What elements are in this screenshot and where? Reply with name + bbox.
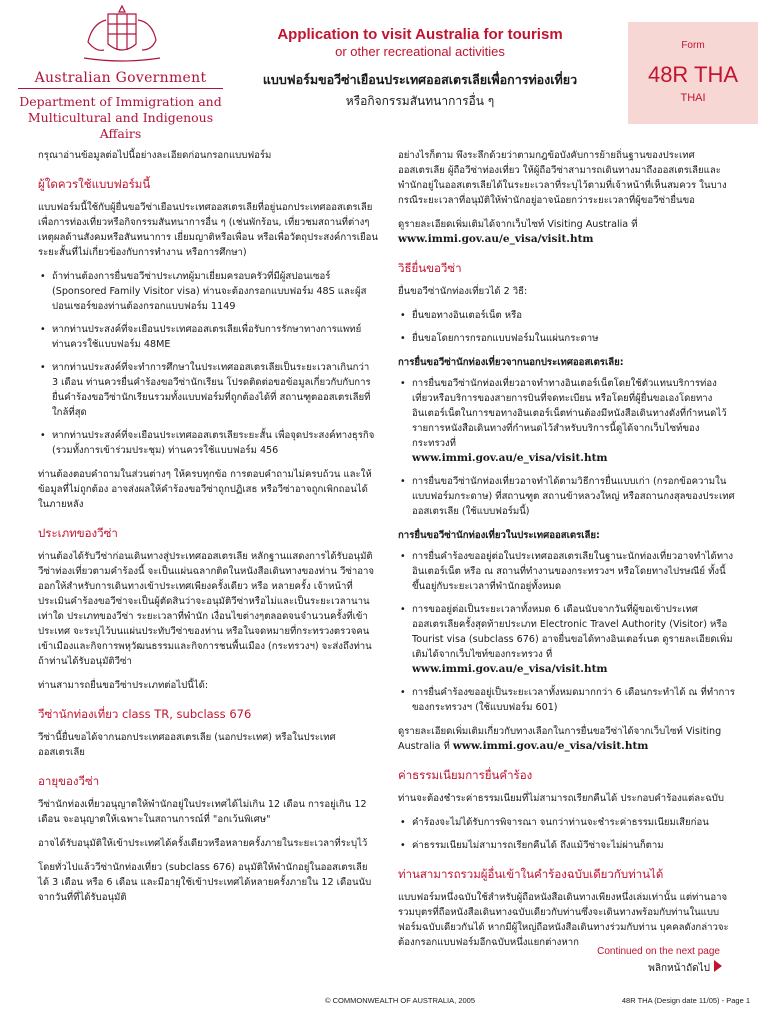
right-column <box>398 148 736 959</box>
website-link[interactable]: www.immi.gov.au/e_visa/visit.htm <box>452 740 649 752</box>
form-language: THAI <box>680 92 706 104</box>
arrow-right-icon <box>714 960 722 972</box>
visa-age-text-2: อาจได้รับอนุมัติให้เข้าประเทศได้ครั้งเดียวหรือหลายครั้งภายในระยะเวลาที่ระบุไว้ <box>38 838 368 849</box>
options-label: ดูรายละเอียดเพิ่มเติมเกี่ยวกับทางเลือกในการยื่นขอวีซ่าได้จากเว็บไซท์ Visiting Australia ที่ <box>398 726 722 752</box>
visa-age-text-3: โดยทั่วไปแล้ววีซ่านักท่องเที่ยว (subclass 676) อนุมัติให้พำนักอยู่ในออสเตรเลียได้ 3 เดือน หรือ 6 เดือน และมีอายุใช้เข้าประเทศได้หลายครั้งภายใน 12 เดือนนับจากวันที่ที่ได้รับอนุมัติ <box>38 862 372 903</box>
inside-bullets <box>398 549 736 715</box>
list-item: • หากท่านประสงค์ที่จะเยือนประเทศออสเตรเลียระยะสั้น เพื่อจุดประสงค์ทางธุรกิจ (รวมทั้งการเข้าร่วมประชุม) ท่านควรใช้แบบฟอร์ม 456 <box>38 428 378 458</box>
department-line-2: Multicultural and Indigenous Affairs <box>27 110 214 141</box>
list-item: • ยื่นขอทางอินเตอร์เน็ต หรือ <box>398 308 736 323</box>
types-text: ท่านต้องได้รับวีซ่าก่อนเดินทางสู่ประเทศออสเตรเลีย หลักฐานแสดงการได้รับอนุมัติวีซ่าท่องเที่ยวตามคำร้องนี้ จะเป็นแผ่นฉลากติดในหนังสือเดินทางของท่าน วีซ่าอาจออกให้สำหรับการเดินทางเข้าประเทศเพียงครั้งเดียว หรือ หลายครั้ง เจ้าหน้าที่ประเมินคำร้องขอวีซ่าจะเป็นผู้ตัดสินว่าจะอนุมัติวีซ่าหรือไม่และเป็นระยะเวลานานเท่าใด ประเภทของวีซ่า ระยะเวลาที่พำนัก เงื่อนไขต่างๆตลอดจนจำนวนครั้งที่เข้าประเทศ จะระบุไว้บนแผ่นประทับวีซ่าของท่าน หรือในจดหมายที่กระทรวงตรวจคนเข้าเมืองและกิจการพหุวัฒนธรรมและกิจการชนพื้นเมือง (กระทรวงฯ) จะส่งถึงท่าน ถ้าท่านได้รับอนุมัติวีซ่า <box>38 551 375 667</box>
family-text: แบบฟอร์มหนึ่งฉบับใช้สำหรับผู้ถือหนังสือเดินทางเพียงหนึ่งเล่มเท่านั้น แต่ท่านอาจรวมบุตรที่ถือหนังสือเดินทางฉบับเดียวกับท่านซึ่งจะเดินทางพร้อมกับท่านในแบบฟอร์มฉบับเดียวกันได้ หากมีผู้ใหญ่ถือหนังสือเดินทางร่วมกับท่าน บุคคลดังกล่าวจะต้องกรอกแบบฟอร์มอีกฉบับหนึ่งแยกต่างหาก <box>398 892 729 948</box>
tourist-visa-text: วีซ่านี้ยื่นขอได้จากนอกประเทศออสเตรเลีย (นอกประเทศ) หรือในประเทศออสเตรเลีย <box>38 732 336 758</box>
list-item-text: การยื่นขอวีซ่านักท่องเที่ยวอาจทำทางอินเตอร์เน็ตโดยใช้ตัวแทนบริการท่องเที่ยวหรือบริการของสายการบินที่จดทะเบียน หรือโดยที่ผู้ยื่นขอเองโดยทางอินเตอร์เน็ตในการขอทางอินเตอร์เน็ตท่านต้องมีหนังสือเดินทางดังที่กำหนดไว้ รายการหนังสือเดินทางที่กำหนดไว้สำหรับบริการนี้ดูได้จากเว็บไซท์ของกระทรวงที่ <box>412 378 727 449</box>
list-item: • ยื่นขอโดยการกรอกแบบฟอร์มในแผ่นกระดาษ <box>398 331 736 346</box>
government-name: Australian Government <box>34 70 207 86</box>
list-item-text: การขออยู่ต่อเป็นระยะเวลาทั้งหมด 6 เดือนนับจากวันที่ผู้ขอเข้าประเทศออสเตรเลียครั้งสุดท้ายประเภท Electronic Travel Authority (Visitor) หรือ Tourist visa (subclass 676) อาจยื่นขอได้ทางอินเตอร์เนต ดูรายละเอียดเพิ่มเติมได้จากเว็บไซท์ของกระทรวง ที่ <box>412 604 733 660</box>
inside-heading: การยื่นขอวีซ่านักท่องเที่ยวในประเทศออสเตรเลีย: <box>398 530 600 541</box>
who-bullets <box>38 269 378 458</box>
list-item: • การยื่นคำร้องขออยู่เป็นระยะเวลาทั้งหมดมากกว่า 6 เดือนกระทำได้ ณ ที่ทำการของกระทรวงฯ (ใช้แบบฟอร์ม 601) <box>398 685 736 715</box>
title-english: Application to visit Australia for tourism <box>277 26 563 43</box>
options-text <box>398 724 736 754</box>
left-column <box>38 148 378 914</box>
how-heading: วิธียื่นขอวีซ่า <box>398 261 462 275</box>
list-item: • หากท่านประสงค์ที่จะทำการศึกษาในประเทศออสเตรเลียเป็นระยะเวลาเกินกว่า 3 เดือน ท่านควรยื่นคำร้องขอวีซ่านักเรียน โปรดติดต่อขอข้อมูลเกี่ยวกับกับการยื่นคำร้องขอวีซ่านักเรียนรวมทั้งแบบฟอร์มที่ถูกต้องได้ที่ สถานฑูตออสเตรเลียที่ใกล้ที่สุด <box>38 360 378 420</box>
form-id-box <box>628 22 758 124</box>
list-item: • การยื่นคำร้องขออยู่ต่อในประเทศออสเตรเลียในฐานะนักท่องเที่ยวอาจทำได้ทางอินเตอร์เน็ต หรือ ณ สถานที่ทำงานของกระทรวงฯ หรือโดยทางไปรษณีย์ ทั้งนี้ขึ้นอยู่กับระยะเวลาที่พำนักอยู่ทั้งหมด <box>398 549 736 594</box>
intro-text: กรุณาอ่านข้อมูลต่อไปนี้อย่างละเอียดก่อนกรอกแบบฟอร์ม <box>38 150 272 161</box>
fee-heading: ค่าธรรมเนียมการยื่นคำร้อง <box>398 768 533 782</box>
types-heading: ประเภทของวีซ่า <box>38 526 118 540</box>
title-thai: แบบฟอร์มขอวีซ่าเยือนประเทศออสเตรเลียเพื่อการท่องเที่ยว <box>262 72 578 87</box>
continued-note-thai: พลิกหน้าถัดไป <box>648 963 710 974</box>
tourist-visa-heading: วีซ่านักท่องเที่ยว class TR, subclass 676 <box>38 707 252 721</box>
website-link[interactable]: www.immi.gov.au/e_visa/visit.htm <box>412 663 608 675</box>
can-apply-text: ท่านสามารถยื่นขอวีซ่าประเภทต่อไปนี้ได้: <box>38 680 209 691</box>
header-divider <box>18 88 223 89</box>
visa-age-text: วีซ่านักท่องเที่ยวอนุญาตให้พำนักอยู่ในประเทศได้ไม่เกิน 12 เดือน การอยู่เกิน 12 เดือน จะอนุญาตให้เฉพาะในสถานการณ์ที่ "อกเว้นพิเศษ" <box>38 799 367 825</box>
subtitle-thai: หรือกิจกรรมสันทนาการอื่น ๆ <box>345 94 495 108</box>
continued-note: Continued on the next page <box>597 946 720 957</box>
list-item: • หากท่านประสงค์ที่จะเยือนประเทศออสเตรเลียเพื่อรับการรักษาทางการแพทย์ ท่านควรใช้แบบฟอร์ม 48ME <box>38 322 378 352</box>
copyright: © COMMONWEALTH OF AUSTRALIA, 2005 <box>325 996 475 1005</box>
more-info-label: ดูรายละเอียดเพิ่มเติมได้จากเว็บไซท์ Visiting Australia ที่ <box>398 219 638 230</box>
header <box>0 0 770 140</box>
list-item: • ถ้าท่านต้องการยื่นขอวีซ่าประเภทผู้มาเยี่ยมครอบครัวที่มีผู้สปอนเซอร์ (Sponsored Family Visitor visa) ท่านจะต้องกรอกแบบฟอร์ม 48S และผู้สปอนเซอร์ของท่านต้องกรอกแบบฟอร์ม 1149 <box>38 269 378 314</box>
warning-text: ท่านต้องตอบคำถามในส่วนต่างๆ ให้ครบทุกข้อ การตอบคำถามไม่ครบถ้วน และให้ข้อมูลที่ไม่ถูกต้อง อาจส่งผลให้คำร้องขอวีซ่าถูกปฏิเสธ หรือวีซ่าอาจถูกเพิกถอนได้ในภายหลัง <box>38 469 372 510</box>
list-item <box>398 602 736 677</box>
department-line-1: Department of Immigration and <box>19 94 222 109</box>
how-text: ยื่นขอวีซ่านักท่องเที่ยวได้ 2 วิธี: <box>398 286 528 297</box>
website-link[interactable]: www.immi.gov.au/e_visa/visit.htm <box>398 233 594 245</box>
list-item: • การยื่นขอวีซ่านักท่องเที่ยวอาจทำได้ตามวิธีการยื่นแบบเก่า (กรอกข้อความในแบบฟอร์มกระดาษ) ที่สถานฑูต สถานข้าหลวงใหญ่ หรือสถานกงสุลของประเทศออสเตรเลีย (ใช้แบบฟอร์มนี้) <box>398 474 736 519</box>
form-label: Form <box>681 40 705 51</box>
how-bullets <box>398 308 736 346</box>
form-number: 48R THA <box>647 62 739 87</box>
list-item: • คำร้องจะไม่ได้รับการพิจารณา จนกว่าท่านจะชำระค่าธรรมเนียมเสียก่อน <box>398 815 736 830</box>
family-heading: ท่านสามารถรวมผู้อื่นเข้าในคำร้องฉบับเดียวกับท่านได้ <box>398 867 664 881</box>
outside-bullets <box>398 376 736 519</box>
note-text: อย่างไรก็ตาม พึงระลึกด้วยว่าตามกฎข้อบังคับการย้ายถิ่นฐานของประเทศออสเตรเลีย ผู้ถือวีซ่าท่องเที่ยว ให้ผู้ถือวีซ่าสามารถเดินทางมาถึงออสเตรเลียและพำนักอยู่ในออสเตรเลียได้ในระยะเวลาที่ระบุไว้ตามที่เจ้าหน้าที่เห็นสมควร ในบางกรณีระยะเวลาที่อนุมัติให้พำนักอยู่อาจน้อยกว่าระยะเวลาที่ผู้ขอวีซ่ายื่นขอ <box>398 150 727 206</box>
coat-of-arms-icon <box>78 4 166 66</box>
fee-bullets <box>398 815 736 853</box>
page-number: 48R THA (Design date 11/05) - Page 1 <box>621 996 750 1005</box>
subtitle-english: or other recreational activities <box>335 44 505 59</box>
list-item <box>398 376 736 466</box>
list-item: • ค่าธรรมเนียมไม่สามารถเรียกคืนได้ ถึงแม้วีซ่าจะไม่ผ่านก็ตาม <box>398 838 736 853</box>
visa-age-heading: อายุของวีซ่า <box>38 774 100 788</box>
department-name <box>18 94 223 142</box>
outside-heading: การยื่นขอวีซ่านักท่องเที่ยวจากนอกประเทศออสเตรเลีย: <box>398 357 624 368</box>
more-info-text <box>398 217 736 247</box>
website-link[interactable]: www.immi.gov.au/e_visa/visit.htm <box>412 452 608 464</box>
who-text: แบบฟอร์มนี้ใช้กับผู้ยื่นขอวีซ่าเยือนประเทศออสเตรเลียที่อยู่นอกประเทศออสเตรเลียเพื่อการท่องเที่ยวหรือกิจกรรมสันทนาการอื่น ๆ (เช่นพักร้อน, เที่ยวชมสถานที่ต่างๆ เหตุผลด้านสังคมหรือสันทนาการ เยี่ยมญาติหรือเพื่อน หรือเพื่อวัตถุประสงค์การเยือนระยะสั้นที่ไม่เกี่ยวข้องกับการทำงาน หรือการศึกษา) <box>38 202 378 258</box>
fee-text: ท่านจะต้องชำระค่าธรรมเนียมที่ไม่สามารถเรียกคืนได้ ประกอบคำร้องแต่ละฉบับ <box>398 793 724 804</box>
who-heading: ผู้ใดควรใช้แบบฟอร์มนี้ <box>38 177 151 191</box>
